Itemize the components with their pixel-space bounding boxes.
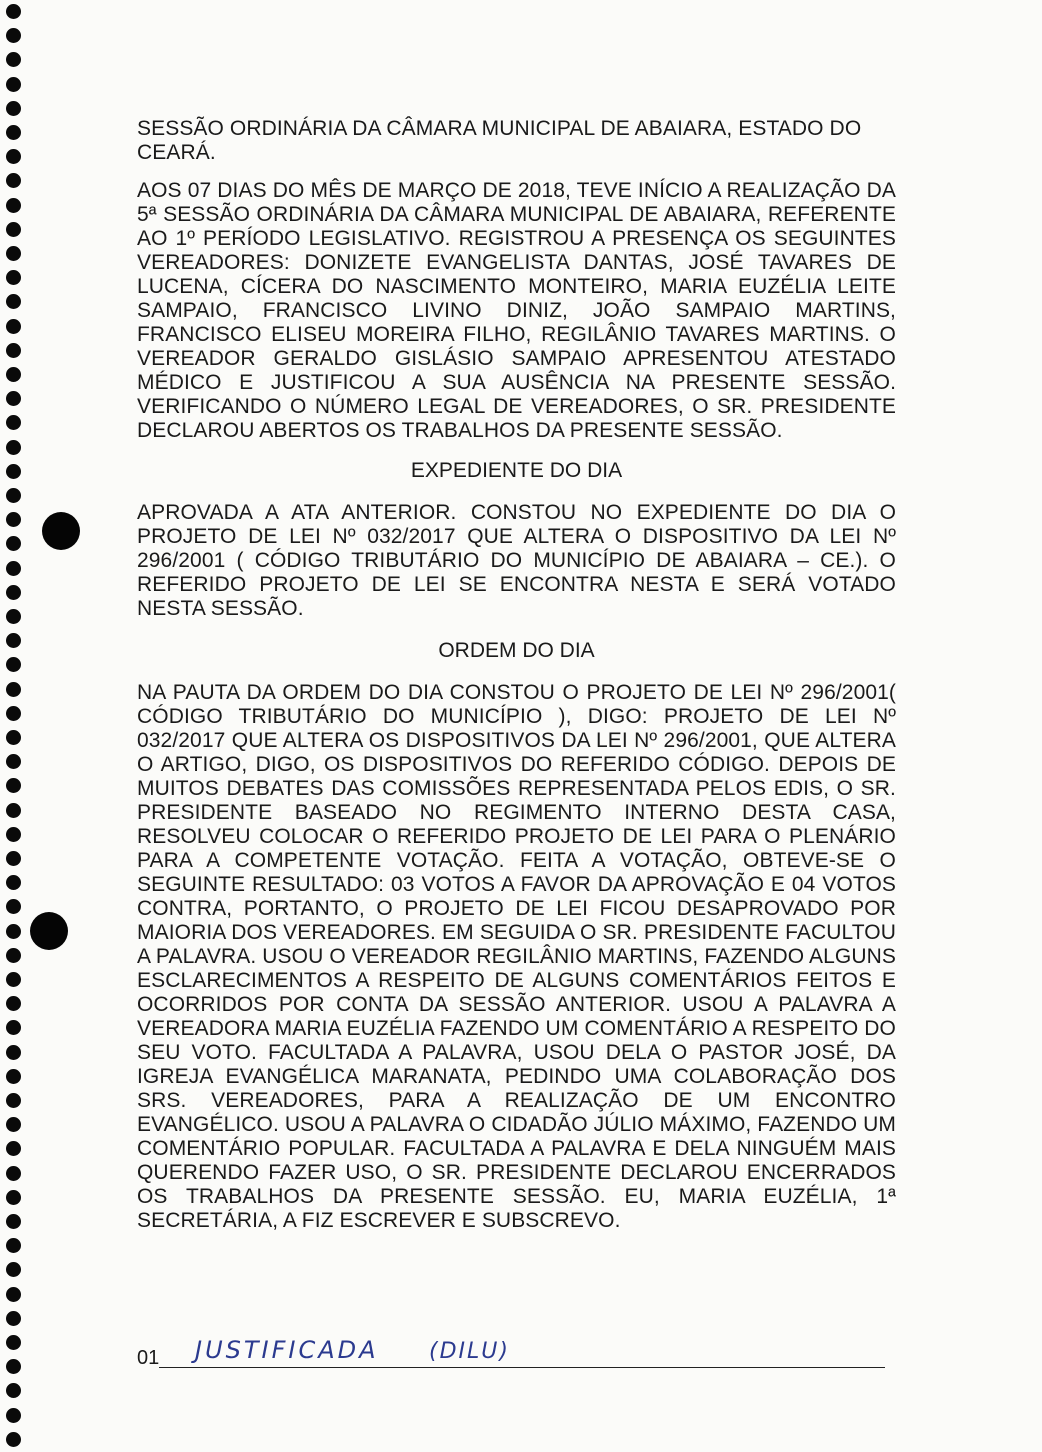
binder-hole — [6, 270, 21, 285]
binder-hole — [6, 173, 21, 188]
binder-hole — [6, 28, 21, 43]
binder-hole — [6, 1383, 21, 1398]
heading-expediente: EXPEDIENTE DO DIA — [410, 459, 623, 482]
binder-hole — [6, 803, 21, 818]
binder-hole — [6, 682, 21, 697]
punch-hole-lower — [30, 912, 68, 950]
heading-ordem: ORDEM DO DIA — [438, 639, 595, 662]
binder-hole — [6, 1214, 21, 1229]
paragraph-ordem: NA PAUTA DA ORDEM DO DIA CONSTOU O PROJETO DE LEI Nº 296/2001( CÓDIGO TRIBUTÁRIO DO MUNICÍPIO ), DIGO: PROJETO DE LEI Nº 032/2017 QUE ALTERA OS DISPOSITIVOS DA LEI Nº 296/2001, QUE ALTERA O ARTIGO, DIGO, OS DISPOSITIVOS DO REFERIDO CÓDIGO. DEPOIS DE MUITOS DEBATES DAS COMISSÕES REPRESENTADA PELOS EDIS, O SR. PRESIDENTE BASEADO NO REGIMENTO INTERNO DESTA CASA, RESOLVEU COLOCAR O REFERIDO PROJETO DE LEI PARA O PLENÁRIO PARA A COMPETENTE VOTAÇÃO. FEITA A VOTAÇÃO, OBTEVE-SE O SEGUINTE RESULTADO: 03 VOTOS A FAVOR DA APROVAÇÃO E 04 VOTOS CONTRA, PORTANTO, O PROJETO DE LEI FICOU DESAPROVADO POR MAIORIA DOS VEREADORES. EM SEGUIDA O SR. PRESIDENTE FACULTOU A PALAVRA. USOU O VEREADOR REGILÂNIO MARTINS, FAZENDO ALGUNS ESCLARECIMENTOS A RESPEITO DE ALGUNS COMENTÁRIOS FEITOS E OCORRIDOS POR CONTA DA SESSÃO ANTERIOR. USOU A PALAVRA A VEREADORA MARIA EUZÉLIA FAZENDO UM COMENTÁRIO A RESPEITO DO SEU VOTO. FACULTADA A PALAVRA, USOU DELA O PASTOR JOSÉ, DA IGREJA EVANGÉLICA MARANATA, PEDINDO UMA COLABORAÇÃO DOS SRS. VEREADORES, PARA A REALIZAÇÃO DE UM ENCONTRO EVANGÉLICO. USOU A PALAVRA O CIDADÃO JÚLIO MÁXIMO, FAZENDO UM COMENTÁRIO POPULAR. FACULTADA A PALAVRA E DELA NINGUÉM MAIS QUERENDO FAZER USO, O SR. PRESIDENTE DECLAROU ENCERRADOS OS TRABALHOS DA PRESENTE SESSÃO. EU, MARIA EUZÉLIA, 1ª SECRETÁRIA, A FIZ ESCREVER E SUBSCREVO. — [137, 681, 896, 1232]
binder-hole — [6, 851, 21, 866]
binder-hole — [6, 1287, 21, 1302]
binder-hole — [6, 536, 21, 551]
binder-hole — [6, 778, 21, 793]
binder-hole — [6, 343, 21, 358]
signature-underline — [159, 1367, 885, 1368]
binder-hole — [6, 125, 21, 140]
binder-hole — [6, 1166, 21, 1181]
binder-hole — [6, 633, 21, 648]
document-title: SESSÃO ORDINÁRIA DA CÂMARA MUNICIPAL DE ABAIARA, ESTADO DO CEARÁ. — [137, 117, 862, 164]
binder-hole — [6, 1238, 21, 1253]
binder-hole — [6, 488, 21, 503]
binder-hole — [6, 924, 21, 939]
binder-hole — [6, 4, 21, 19]
binder-hole — [6, 246, 21, 261]
binder-hole — [6, 1432, 21, 1447]
binder-hole — [6, 1190, 21, 1205]
binder-hole — [6, 367, 21, 382]
binder-hole — [6, 1408, 21, 1423]
punch-hole-upper — [42, 512, 80, 550]
binder-hole — [6, 1117, 21, 1132]
binder-hole — [6, 1262, 21, 1277]
binder-hole — [6, 440, 21, 455]
binder-hole — [6, 657, 21, 672]
signature-line — [137, 1332, 885, 1372]
binder-hole — [6, 561, 21, 576]
binder-hole — [6, 875, 21, 890]
binder-holes — [0, 0, 40, 1452]
paragraph-attendance: AOS 07 DIAS DO MÊS DE MARÇO DE 2018, TEVE INÍCIO A REALIZAÇÃO DA 5ª SESSÃO ORDINÁRIA DA CÂMARA MUNICIPAL DE ABAIARA, REFERENTE AO 1º PERÍODO LEGISLATIVO. REGISTROU A PRESENÇA OS SEGUINTES VEREADORES: DONIZETE EVANGELISTA DANTAS, JOSÉ TAVARES DE LUCENA, CÍCERA DO NASCIMENTO MONTEIRO, MARIA EUZÉLIA LEITE SAMPAIO, FRANCISCO LIVINO DINIZ, JOÃO SAMPAIO MARTINS, FRANCISCO ELISEU MOREIRA FILHO, REGILÂNIO TAVARES MARTINS. O VEREADOR GERALDO GISLÁSIO SAMPAIO APRESENTOU ATESTADO MÉDICO E JUSTIFICOU A SUA AUSÊNCIA NA PRESENTE SESSÃO. VERIFICANDO O NÚMERO LEGAL DE VEREADORES, O SR. PRESIDENTE DECLAROU ABERTOS OS TRABALHOS DA PRESENTE SESSÃO. — [137, 179, 896, 442]
binder-hole — [6, 52, 21, 67]
binder-hole — [6, 1093, 21, 1108]
signature-number: 01 — [137, 1347, 160, 1369]
handwritten-annotation: JUSTIFICADA — [195, 1336, 379, 1364]
binder-hole — [6, 1311, 21, 1326]
binder-hole — [6, 198, 21, 213]
binder-hole — [6, 464, 21, 479]
document-body — [137, 117, 896, 1233]
binder-hole — [6, 996, 21, 1011]
binder-hole — [6, 754, 21, 769]
binder-hole — [6, 391, 21, 406]
binder-hole — [6, 512, 21, 527]
binder-hole — [6, 1069, 21, 1084]
binder-hole — [6, 415, 21, 430]
binder-hole — [6, 899, 21, 914]
binder-hole — [6, 972, 21, 987]
binder-hole — [6, 1045, 21, 1060]
binder-hole — [6, 1141, 21, 1156]
binder-hole — [6, 319, 21, 334]
binder-hole — [6, 1359, 21, 1374]
paragraph-expediente: APROVADA A ATA ANTERIOR. CONSTOU NO EXPEDIENTE DO DIA O PROJETO DE LEI Nº 032/2017 QUE ALTERA O DISPOSITIVO DA LEI Nº 296/2001 ( CÓDIGO TRIBUTÁRIO DO MUNICÍPIO DE ABAIARA – CE.). O REFERIDO PROJETO DE LEI SE ENCONTRA NESTA E SERÁ VOTADO NESTA SESSÃO. — [137, 501, 896, 620]
binder-hole — [6, 77, 21, 92]
binder-hole — [6, 706, 21, 721]
binder-hole — [6, 948, 21, 963]
binder-hole — [6, 1335, 21, 1350]
binder-hole — [6, 1020, 21, 1035]
binder-hole — [6, 827, 21, 842]
binder-hole — [6, 101, 21, 116]
binder-hole — [6, 149, 21, 164]
binder-hole — [6, 585, 21, 600]
binder-hole — [6, 222, 21, 237]
binder-hole — [6, 609, 21, 624]
binder-hole — [6, 294, 21, 309]
handwritten-note: (DILU) — [429, 1339, 510, 1364]
binder-hole — [6, 730, 21, 745]
